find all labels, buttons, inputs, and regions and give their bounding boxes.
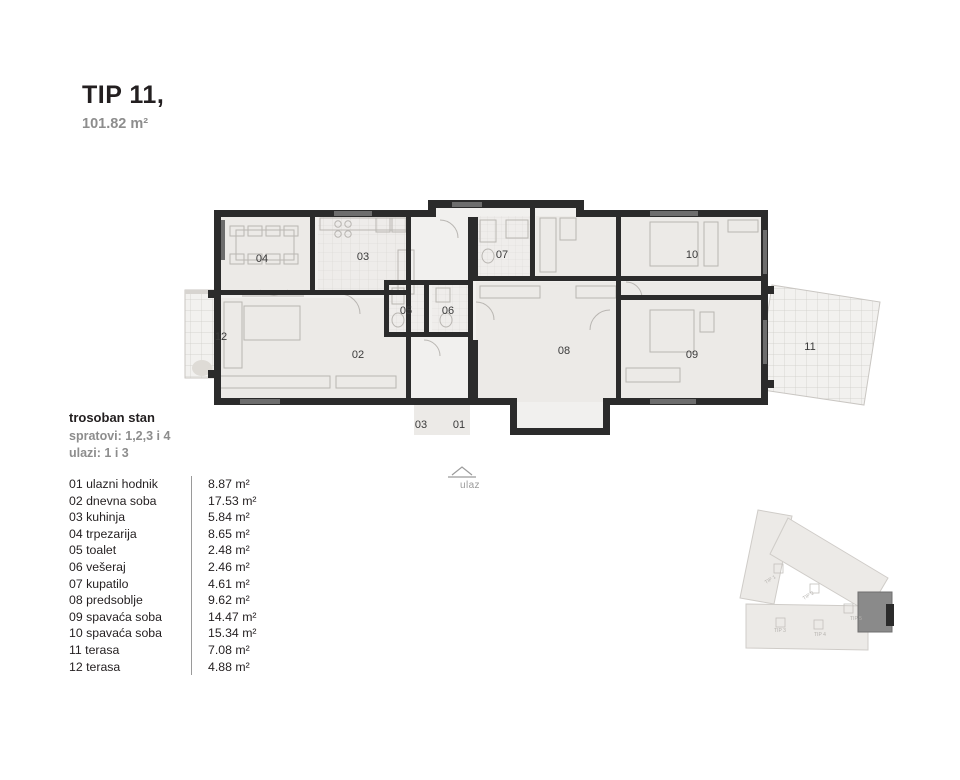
site-key-diagram <box>718 508 918 668</box>
legend-label: 08 predsoblje <box>69 593 143 608</box>
room-02-fill <box>220 298 408 402</box>
svg-text:TIP 5: TIP 5 <box>850 616 862 622</box>
legend-label: 01 ulazni hodnik <box>69 477 158 491</box>
legend-row <box>69 559 329 576</box>
entry-marker <box>448 467 476 477</box>
room-07-fill <box>476 216 532 278</box>
room-label-06: 06 <box>441 305 455 317</box>
legend-area: 4.88 m² <box>208 659 250 674</box>
legend-area: 9.62 m² <box>208 593 250 608</box>
entry-label: ulaz <box>460 480 480 491</box>
legend-label: 06 vešeraj <box>69 559 126 574</box>
room-label-09: 09 <box>685 349 699 361</box>
legend-divider <box>191 642 200 659</box>
legend-divider <box>191 526 200 543</box>
legend-label: 11 terasa <box>69 642 120 657</box>
legend-row <box>69 609 329 626</box>
legend-label: 04 trpezarija <box>69 526 137 541</box>
room-label-03-hall: 03 <box>414 419 428 431</box>
legend-area: 8.65 m² <box>208 526 250 541</box>
svg-text:TIP 3: TIP 3 <box>774 628 786 634</box>
room-label-07: 07 <box>495 249 509 261</box>
site-key-shapes <box>740 510 894 650</box>
terrace-11 <box>756 285 880 405</box>
legend-area: 2.48 m² <box>208 543 250 558</box>
legend-row <box>69 542 329 559</box>
entrances-info: ulazi: 1 i 3 <box>69 445 129 460</box>
legend-area: 17.53 m² <box>208 493 257 508</box>
svg-text:TIP 4: TIP 4 <box>814 632 826 638</box>
apartment-type: trosoban stan <box>69 410 155 425</box>
legend-label: 02 dnevna soba <box>69 493 157 508</box>
legend-row <box>69 493 329 510</box>
legend-row <box>69 526 329 543</box>
room-label-11: 11 <box>804 341 816 353</box>
legend-area: 8.87 m² <box>208 477 250 491</box>
room-label-10: 10 <box>685 249 699 261</box>
room-10-fill <box>620 216 764 278</box>
legend-divider <box>191 659 200 676</box>
legend-row <box>69 659 329 676</box>
legend-divider <box>191 476 200 493</box>
room-legend <box>69 476 329 675</box>
room-label-12: 12 <box>214 331 228 343</box>
legend-area: 2.46 m² <box>208 559 250 574</box>
legend-row <box>69 642 329 659</box>
page-title: TIP 11, <box>82 81 165 109</box>
plan-area-value: 101.82 m² <box>82 115 149 132</box>
legend-row <box>69 625 329 642</box>
legend-row <box>69 592 329 609</box>
legend-label: 10 spavaća soba <box>69 626 162 641</box>
legend-divider <box>191 625 200 642</box>
room-label-04: 04 <box>255 253 269 265</box>
room-label-08: 08 <box>557 345 571 357</box>
legend-area: 5.84 m² <box>208 510 250 525</box>
room-label-02: 02 <box>351 349 365 361</box>
legend-label: 03 kuhinja <box>69 510 126 525</box>
room-label-05: 05 <box>399 305 413 317</box>
legend-row <box>69 476 329 493</box>
legend-divider <box>191 559 200 576</box>
legend-row <box>69 576 329 593</box>
room-label-03-kitchen: 03 <box>356 251 370 263</box>
legend-label: 05 toalet <box>69 543 117 558</box>
legend-divider <box>191 509 200 526</box>
legend-divider <box>191 493 200 510</box>
legend-label: 07 kupatilo <box>69 576 129 591</box>
legend-divider <box>191 576 200 593</box>
legend-area: 4.61 m² <box>208 576 250 591</box>
legend-row <box>69 509 329 526</box>
legend-area: 14.47 m² <box>208 609 257 624</box>
legend-divider <box>191 542 200 559</box>
svg-text:TIP 2: TIP 2 <box>801 590 816 602</box>
legend-label: 09 spavaća soba <box>69 609 162 624</box>
room-label-01: 01 <box>452 419 466 431</box>
svg-text:TIP 1: TIP 1 <box>763 574 778 586</box>
title-block <box>82 82 164 132</box>
plan-geometry <box>185 200 880 477</box>
legend-divider <box>191 609 200 626</box>
legend-label: 12 terasa <box>69 659 121 674</box>
meta-block <box>69 410 289 462</box>
legend-area: 7.08 m² <box>208 642 250 657</box>
legend-area: 15.34 m² <box>208 626 257 641</box>
legend-divider <box>191 592 200 609</box>
floors-info: spratovi: 1,2,3 i 4 <box>69 429 171 443</box>
